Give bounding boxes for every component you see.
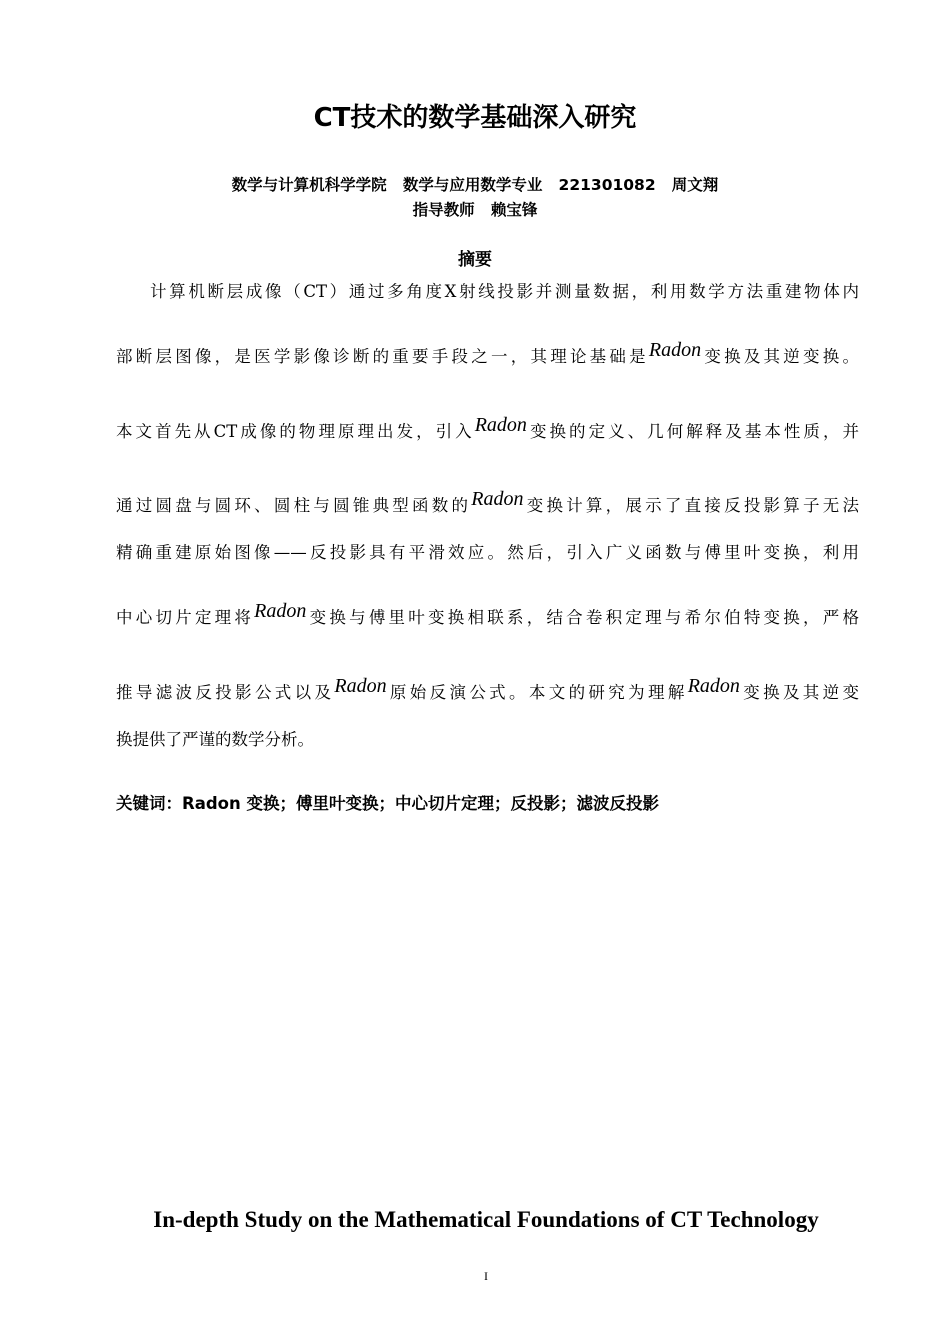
abstract-line <box>116 728 859 752</box>
math-symbol-radon: Radon <box>687 675 740 697</box>
page-number: I <box>484 1269 488 1283</box>
abstract-text: 部断层图像，是医学影像诊断的重要手段之一，其理论基础是 <box>116 347 649 366</box>
math-symbol-radon: Radon <box>334 675 387 697</box>
abstract-text: 中心切片定理将 <box>116 608 255 627</box>
abstract-text: 原始反演公式。本文的研究为理解 <box>386 683 688 702</box>
abstract-text: 换提供了严谨的数学分析。 <box>116 730 314 749</box>
paper-title: CT技术的数学基础深入研究 <box>313 103 637 133</box>
abstract-text: 精确重建原始图像——反投影具有平滑效应。然后，引入广义函数与傅里叶变换，利用 <box>116 543 859 562</box>
abstract-line <box>116 414 859 444</box>
abstract-line <box>116 600 859 630</box>
abstract-line <box>116 488 860 518</box>
abstract-text: 变换计算，展示了直接反投影算子无法 <box>523 496 860 515</box>
abstract-text: 本文首先从CT成像的物理原理出发，引入 <box>116 422 475 441</box>
english-title: In-depth Study on the Mathematical Foundations of CT Technology <box>153 1207 819 1232</box>
abstract-line <box>116 339 860 369</box>
abstract-line <box>116 541 859 565</box>
abstract-text: 通过圆盘与圆环、圆柱与圆锥典型函数的 <box>116 496 472 515</box>
abstract-line <box>116 675 860 705</box>
advisor-info: 指导教师 赖宝锋 <box>412 201 538 219</box>
abstract-text: 推导滤波反投影公式以及 <box>116 683 335 702</box>
keywords: 关键词：Radon 变换；傅里叶变换；中心切片定理；反投影；滤波反投影 <box>116 794 659 813</box>
abstract-text: 变换与傅里叶变换相联系，结合卷积定理与希尔伯特变换，严格 <box>306 608 859 627</box>
abstract-line <box>150 280 859 304</box>
math-symbol-radon: Radon <box>471 488 524 510</box>
abstract-text: 变换及其逆变换。 <box>701 347 860 366</box>
abstract-text: 变换及其逆变 <box>739 683 860 702</box>
math-symbol-radon: Radon <box>648 339 702 361</box>
abstract-heading: 摘要 <box>458 250 492 270</box>
author-info: 数学与计算机科学学院 数学与应用数学专业 221301082 周文翔 <box>231 176 719 194</box>
math-symbol-radon: Radon <box>474 414 527 436</box>
abstract-text: 变换的定义、几何解释及基本性质，并 <box>526 422 859 441</box>
abstract-text: 计算机断层成像（CT）通过多角度X射线投影并测量数据，利用数学方法重建物体内 <box>150 282 859 301</box>
math-symbol-radon: Radon <box>254 600 307 622</box>
